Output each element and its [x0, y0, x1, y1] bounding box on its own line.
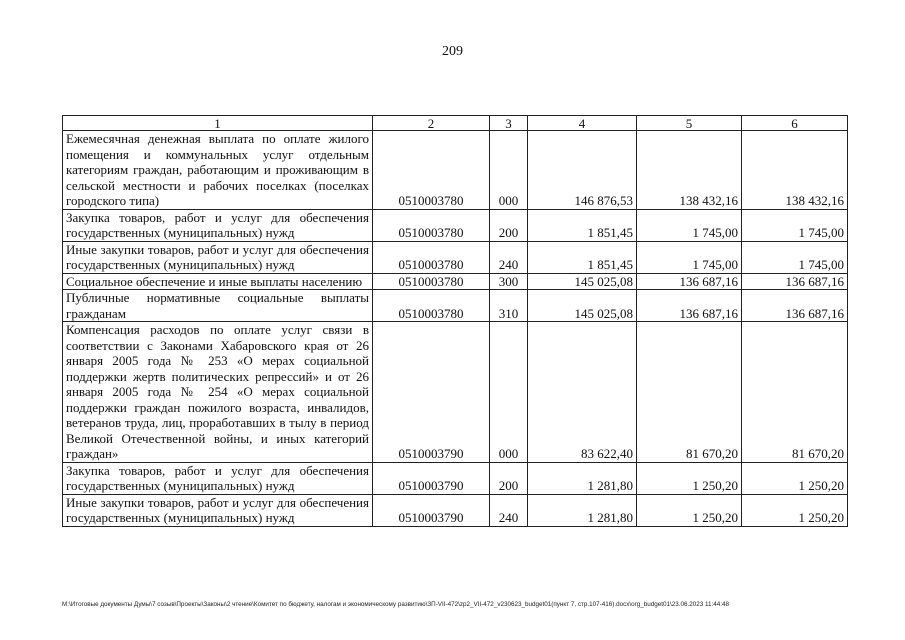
- table-row: [63, 241, 848, 273]
- document-path-footer: M:\Итоговые документы Думы\7 созыв\Проекты\Законы\2 чтение\Комитет по бюджету, налогам и экономическому развитию\ЗП-VII-472\zp2_VII-472_v230623_budget01(пункт 7, стр.107-416).docx\org_budget01\23.06.2023 11:44:48: [62, 601, 730, 608]
- table-row: [63, 290, 848, 322]
- row-code: 0510003790: [373, 322, 490, 463]
- row-value-1: 146 876,53: [528, 131, 637, 210]
- row-description: Закупка товаров, работ и услуг для обеспечения государственных (муниципальных) нужд: [63, 209, 373, 241]
- row-kind: 000: [490, 322, 528, 463]
- row-kind: 200: [490, 462, 528, 494]
- table-row: [63, 462, 848, 494]
- row-description: Иные закупки товаров, работ и услуг для обеспечения государственных (муниципальных) нужд: [63, 241, 373, 273]
- row-code: 0510003780: [373, 290, 490, 322]
- row-code: 0510003780: [373, 273, 490, 290]
- row-description: Иные закупки товаров, работ и услуг для обеспечения государственных (муниципальных) нужд: [63, 494, 373, 526]
- row-value-3: 138 432,16: [742, 131, 848, 210]
- row-kind: 310: [490, 290, 528, 322]
- row-value-3: 1 250,20: [742, 462, 848, 494]
- table-row: [63, 494, 848, 526]
- row-value-1: 1 851,45: [528, 209, 637, 241]
- budget-table: [62, 115, 848, 527]
- row-code: 0510003790: [373, 494, 490, 526]
- row-description: Компенсация расходов по оплате услуг связи в соответствии с Законами Хабаровского края от 26 января 2005 года № 253 «О мерах социальной поддержки жертв политических репрессий» и от 26 января 2005 года № 254 «О мерах социальной поддержки граждан пожилого возраста, инвалидов, ветеранов труда, лиц, проработавших в тылу в период Великой Отечественной войны, и иных категорий граждан»: [63, 322, 373, 463]
- row-kind: 000: [490, 131, 528, 210]
- row-value-1: 1 851,45: [528, 241, 637, 273]
- table-row: [63, 209, 848, 241]
- row-value-3: 136 687,16: [742, 273, 848, 290]
- row-description: Ежемесячная денежная выплата по оплате жилого помещения и коммунальных услуг отдельным категориям граждан, работающим и проживающим в сельской местности и рабочих поселках (поселках городского типа): [63, 131, 373, 210]
- row-value-1: 145 025,08: [528, 273, 637, 290]
- table-header-row: [63, 116, 848, 131]
- row-value-1: 1 281,80: [528, 494, 637, 526]
- row-code: 0510003780: [373, 209, 490, 241]
- row-code: 0510003780: [373, 241, 490, 273]
- table-row: [63, 322, 848, 463]
- page-number: 209: [442, 44, 463, 59]
- row-description: Закупка товаров, работ и услуг для обеспечения государственных (муниципальных) нужд: [63, 462, 373, 494]
- row-value-3: 81 670,20: [742, 322, 848, 463]
- row-value-1: 145 025,08: [528, 290, 637, 322]
- column-header: 6: [742, 116, 848, 131]
- row-value-2: 136 687,16: [637, 273, 742, 290]
- column-header: 5: [637, 116, 742, 131]
- table-row: [63, 273, 848, 290]
- column-header: 1: [63, 116, 373, 131]
- row-value-3: 1 745,00: [742, 241, 848, 273]
- row-code: 0510003780: [373, 131, 490, 210]
- row-kind: 240: [490, 494, 528, 526]
- row-kind: 300: [490, 273, 528, 290]
- row-value-1: 1 281,80: [528, 462, 637, 494]
- column-header: 2: [373, 116, 490, 131]
- row-description: Публичные нормативные социальные выплаты гражданам: [63, 290, 373, 322]
- row-value-2: 1 745,00: [637, 241, 742, 273]
- row-value-2: 1 745,00: [637, 209, 742, 241]
- row-kind: 200: [490, 209, 528, 241]
- row-value-3: 1 250,20: [742, 494, 848, 526]
- row-value-1: 83 622,40: [528, 322, 637, 463]
- table-row: [63, 131, 848, 210]
- row-value-2: 1 250,20: [637, 494, 742, 526]
- row-kind: 240: [490, 241, 528, 273]
- row-value-3: 136 687,16: [742, 290, 848, 322]
- row-value-2: 1 250,20: [637, 462, 742, 494]
- row-value-2: 136 687,16: [637, 290, 742, 322]
- row-value-2: 81 670,20: [637, 322, 742, 463]
- column-header: 4: [528, 116, 637, 131]
- row-value-3: 1 745,00: [742, 209, 848, 241]
- column-header: 3: [490, 116, 528, 131]
- row-code: 0510003790: [373, 462, 490, 494]
- row-description: Социальное обеспечение и иные выплаты населению: [63, 273, 373, 290]
- row-value-2: 138 432,16: [637, 131, 742, 210]
